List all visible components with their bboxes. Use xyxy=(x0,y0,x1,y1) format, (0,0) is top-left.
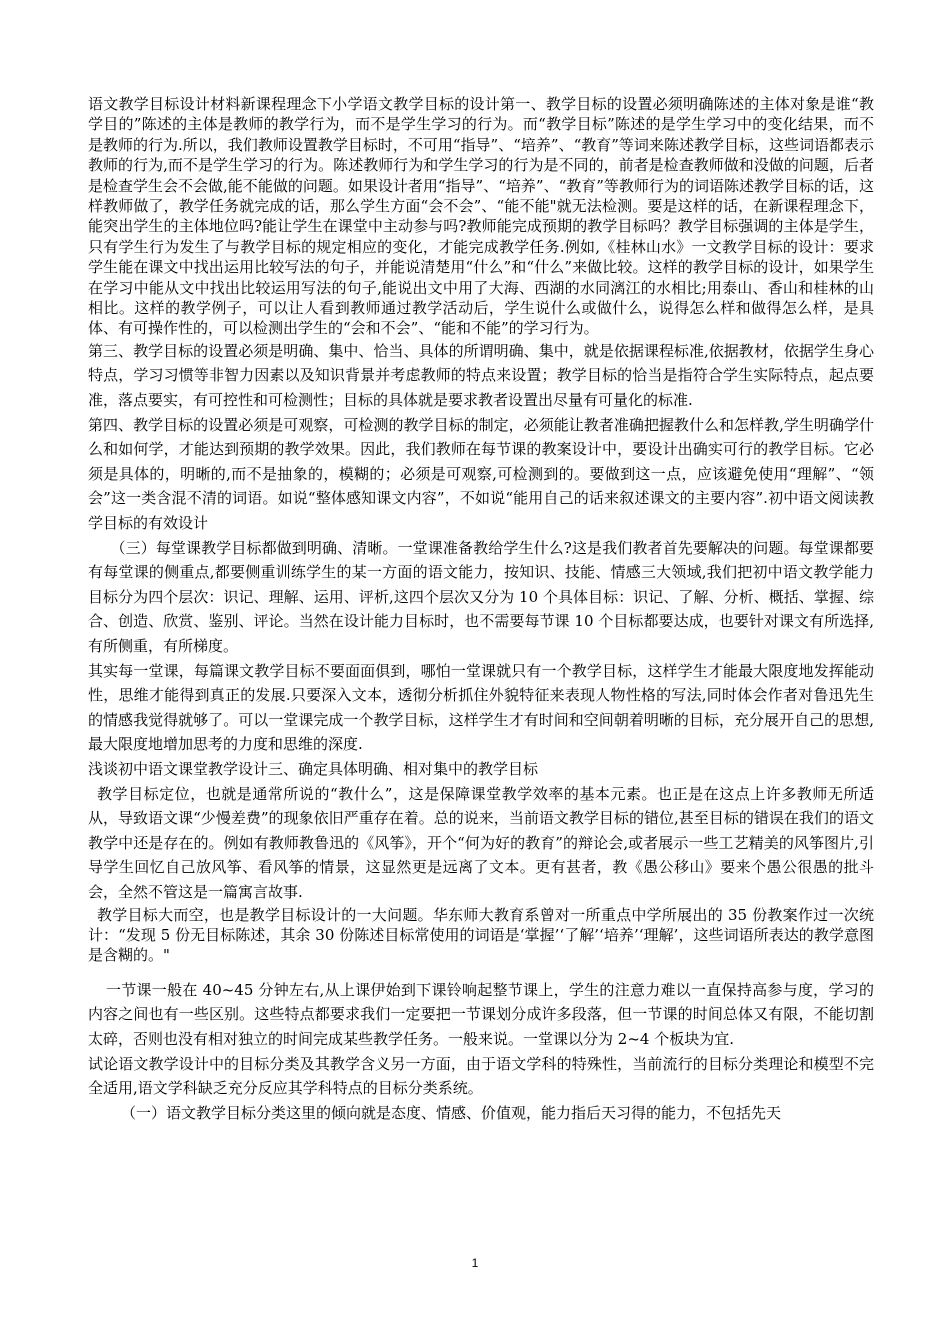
page-number: 1 xyxy=(471,1256,479,1270)
paragraph-fourth: 第四、教学目标的设置必须是可观察，可检测的教学目标的制定，必须能让教者准确把握教什么和怎样教,学生明确学什么和如何学，才能达到预期的教学效果。因此，我们教师在每节课的教案设计中，要设计出确实可行的教学目标。它必须是具体的，明晰的,而不是抽象的，模糊的；必须是可观察,可检测到的。要做到这一点，应该避免使用“理解”、“领会”这一类含混不清的词语。如说“整体感知课文内容”，不如说“能用自己的话来叙述课文的主要内容”.初中语文阅读教学目标的有效设计 xyxy=(88,415,874,533)
blank-line xyxy=(88,966,874,978)
paragraph-goal-classification: 试论语文教学设计中的目标分类及其教学含义另一方面，由于语文学科的特殊性，当前流行的目标分类理论和模型不完全适用,语文学科缺乏充分反应其学科特点的目标分类系统。 xyxy=(88,1054,874,1098)
paragraph-goal-vague: 教学目标大而空，也是教学目标设计的一大问题。华东师大教育系曾对一所重点中学所展出的 35 份教案作过一次统计：“发现 5 份无目标陈述，其余 30 份陈述目标常使用的词语是‘掌握’‘了解’‘培养’‘理解’，这些词语所表达的教学意图是含糊的。" xyxy=(88,905,874,965)
paragraph-third: 第三、教学目标的设置必须是明确、集中、恰当、具体的所谓明确、集中，就是依据课程标准,依据教材，依据学生身心特点，学习习惯等非智力因素以及知识背景并考虑教师的特点来设置；教学目标的恰当是指符合学生实际特点，起点要准，落点要实，有可控性和可检测性；目标的具体就是要求教者设置出尽量有可量化的标准. xyxy=(88,341,874,410)
paragraph-intro: 语文教学目标设计材料新课程理念下小学语文教学目标的设计第一、教学目标的设置必须明确陈述的主体对象是谁“教学目的”陈述的主体是教师的教学行为，而不是学生学习的行为。而“教学目标”陈述的是学生学习中的变化结果，而不是教师的行为.所以，我们教师设置教学目标时，不可用“指导”、“培养”、“教育”等词来陈述教学目标，这些词语都表示教师的行为,而不是学生学习的行为。陈述教师行为和学生学习的行为是不同的，前者是检查教师做和没做的问题，后者是检查学生会不会做,能不能做的问题。如果设计者用“指导”、“培养”、“教育”等教师行为的词语陈述教学目标的话，这样教师做了，教学任务就完成的话，那么学生方面“会不会”、“能不能"就无法检测。要是这样的话，在新课程理念下，能突出学生的主体地位吗?能让学生在课堂中主动参与吗?教师能完成预期的教学目标吗？教学目标强调的主体是学生，只有学生行为发生了与教学目标的规定相应的变化，才能完成教学任务.例如,《桂林山水》一文教学目标的设计：要求学生能在课文中找出运用比较写法的句子，并能说清楚用“什么”和“什么”来做比较。这样的教学目标的设计，如果学生在学习中能从文中找出比较运用写法的句子,能说出文中用了大海、西湖的水同漓江的水相比;用泰山、香山和桂林的山相比。这样的教学例子，可以让人看到教师通过教学活动后，学生说什么或做什么，说得怎么样和做得怎么样，是具体、有可操作性的，可以检测出学生的“会和不会”、“能和不能”的学习行为。 xyxy=(88,95,874,338)
paragraph-section-three: （三）每堂课教学目标都做到明确、清晰。一堂课准备教给学生什么?这是我们教者首先要解决的问题。每堂课都要有每堂课的侧重点,都要侧重训练学生的某一方面的语文能力，按知识、技能、情感三大领域,我们把初中语文教学能力目标分为四个层次：识记、理解、运用、评析,这四个层次又分为 10 个具体目标：识记、了解、分析、概括、掌握、综合、创造、欣赏、鉴别、评论。当然在设计能力目标时，也不需要每节课 10 个目标都要达成，也要针对课文有所选择,有所侧重，有所梯度。 xyxy=(88,538,874,655)
document-body xyxy=(88,94,874,1125)
paragraph-lesson-duration: 一节课一般在 40~45 分钟左右,从上课伊始到下课铃响起整节课上，学生的注意力难以一直保持高参与度，学习的内容之间也有一些区别。这些特点都要求我们一定要把一节课划分成许多段落，但一节课的时间总体又有限，不能切割太碎，否则也没有相对独立的时间完成某些教学任务。一般来说。一堂课以分为 2~4 个板块为宜. xyxy=(88,980,874,1048)
paragraph-heading-middle-school: 浅谈初中语文课堂教学设计三、确定具体明确、相对集中的教学目标 xyxy=(88,759,539,778)
paragraph-each-lesson: 其实每一堂课，每篇课文教学目标不要面面俱到，哪怕一堂课就只有一个教学目标，这样学生才能最大限度地发挥能动性，思维才能得到真正的发展.只要深入文本，透彻分析抓住外貌特征来表现人物性格的写法,同时体会作者对鲁迅先生的情感我觉得就够了。可以一堂课完成一个教学目标，这样学生才有时间和空间朝着明晰的目标，充分展开自己的思想,最大限度地增加思考的力度和思维的深度. xyxy=(88,661,874,754)
paragraph-goal-positioning: 教学目标定位，也就是通常所说的“教什么”，这是保障课堂教学效率的基本元素。也正是在这点上许多教师无所适从，导致语文课“少慢差费”的现象依旧严重存在着。总的说来，当前语文教学目标的错位,甚至目标的错误在我们的语文教学中还是存在的。例如有教师教鲁迅的《风筝》，开个“何为好的教育”的辩论会,或者展示一些工艺精美的风筝图片,引导学生回忆自己放风筝、看风筝的情景，这显然更是远离了文本。更有甚者，教《愚公移山》要来个愚公很愚的批斗会，全然不管这是一篇寓言故事. xyxy=(88,784,874,901)
paragraph-classification-item: （一）语文教学目标分类这里的倾向就是态度、情感、价值观，能力指后天习得的能力，不包括先天 xyxy=(121,1103,782,1122)
